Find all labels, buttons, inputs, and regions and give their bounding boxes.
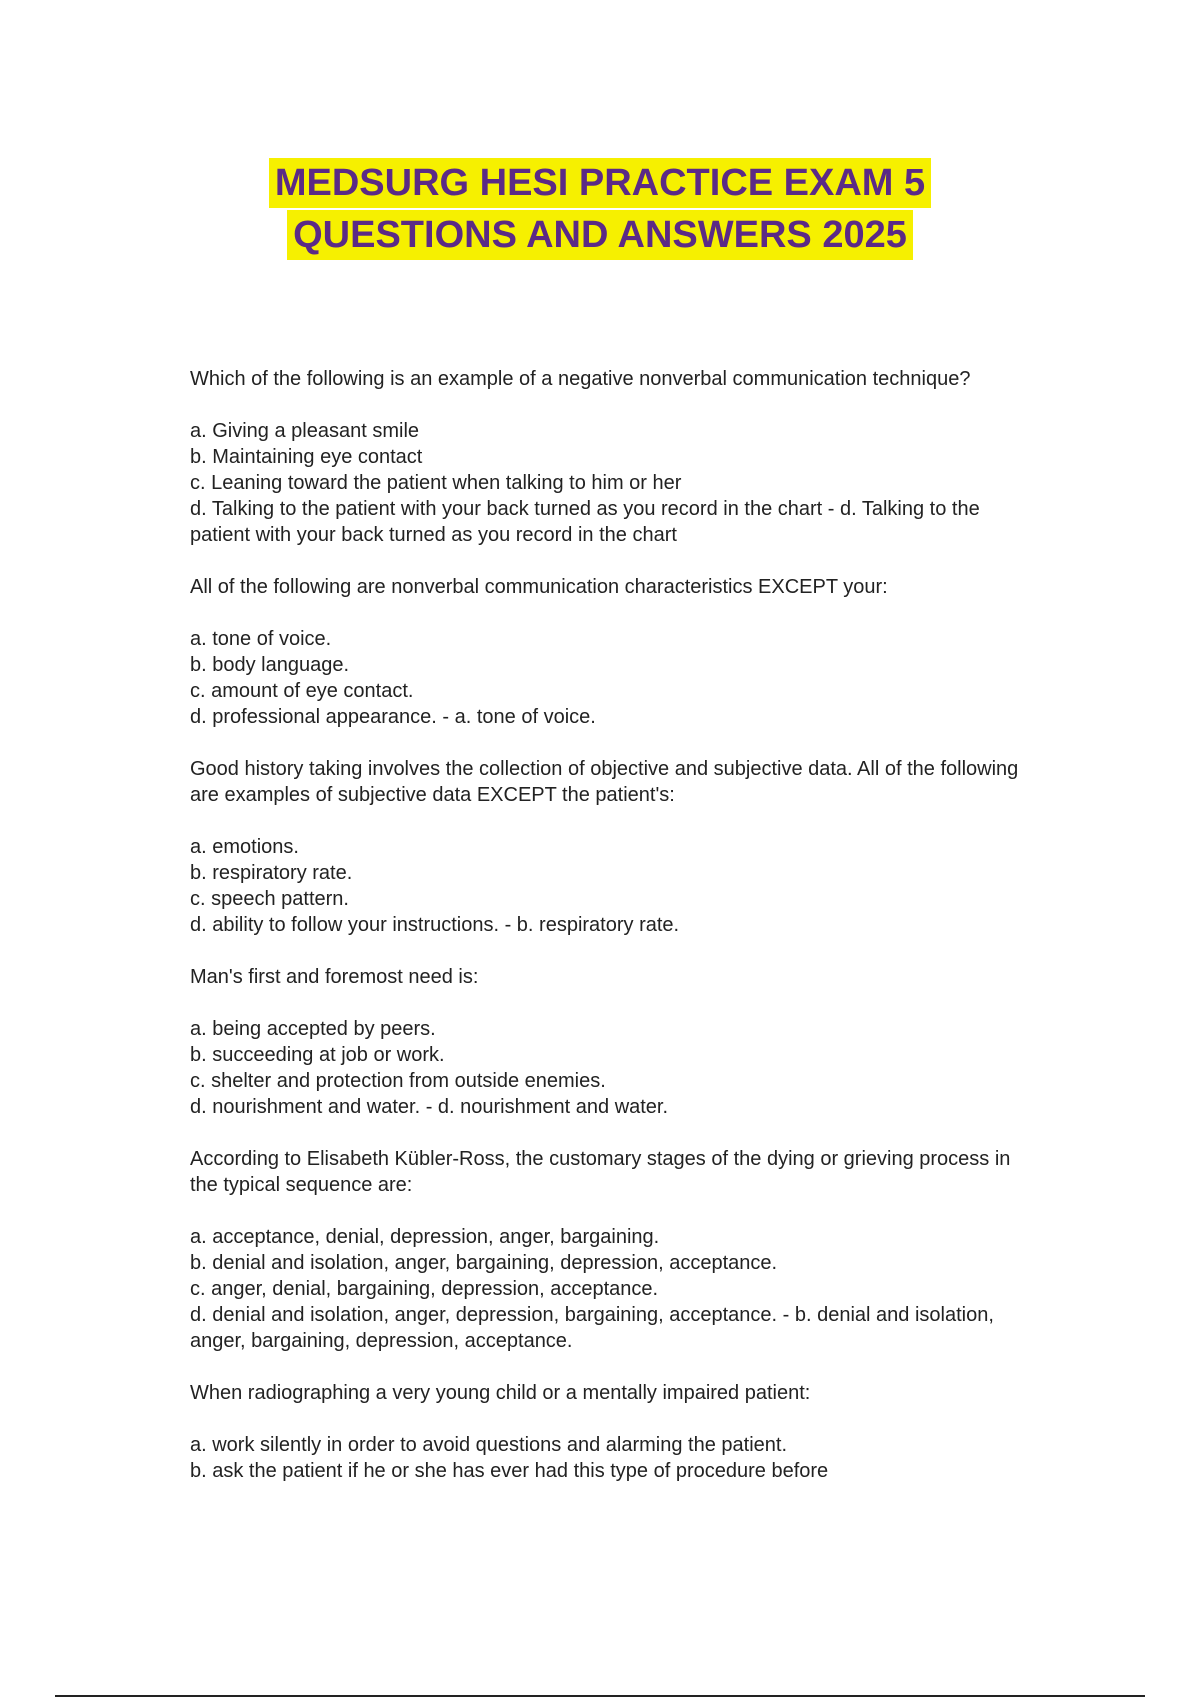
answer-option: c. amount of eye contact. [190, 680, 414, 702]
answer-option: b. body language. [190, 654, 350, 676]
answer-option: a. acceptance, denial, depression, anger, bargaining. [190, 1226, 660, 1248]
answer-option: a. being accepted by peers. [190, 1018, 436, 1040]
answer-option: a. tone of voice. [190, 628, 332, 650]
answer-option: c. anger, denial, bargaining, depression, acceptance. [190, 1278, 659, 1300]
page-bottom-divider [55, 1695, 1145, 1697]
question-text: When radiographing a very young child or a mentally impaired patient: [190, 1382, 811, 1404]
question-block [190, 366, 1040, 548]
answer-option: c. shelter and protection from outside enemies. [190, 1070, 606, 1092]
question-text: Which of the following is an example of a negative nonverbal communication technique? [190, 368, 971, 390]
answer-option: c. Leaning toward the patient when talking to him or her [190, 472, 682, 494]
question-block [190, 1380, 1040, 1484]
answer-option: b. respiratory rate. [190, 862, 353, 884]
answer-option: b. succeeding at job or work. [190, 1044, 445, 1066]
document-title [0, 158, 1200, 262]
title-line-1: MEDSURG HESI PRACTICE EXAM 5 [269, 158, 931, 208]
answer-option: c. speech pattern. [190, 888, 349, 910]
answer-option: d. Talking to the patient with your back turned as you record in the chart - d. Talking to the patient with your back turned as you record in the chart [190, 498, 980, 546]
question-text: Good history taking involves the collection of objective and subjective data. All of the following are examples of subjective data EXCEPT the patient's: [190, 758, 1019, 806]
answer-option: b. denial and isolation, anger, bargaining, depression, acceptance. [190, 1252, 778, 1274]
question-block [190, 964, 1040, 1120]
question-text: According to Elisabeth Kübler-Ross, the customary stages of the dying or grieving process in the typical sequence are: [190, 1148, 1011, 1196]
question-text: All of the following are nonverbal communication characteristics EXCEPT your: [190, 576, 888, 598]
answer-option: a. Giving a pleasant smile [190, 420, 420, 442]
question-block [190, 1146, 1040, 1354]
answer-option: b. Maintaining eye contact [190, 446, 423, 468]
answer-option: d. nourishment and water. - d. nourishment and water. [190, 1096, 669, 1118]
question-text: Man's first and foremost need is: [190, 966, 479, 988]
question-list [190, 366, 1040, 1510]
question-block [190, 756, 1040, 938]
answer-option: d. ability to follow your instructions. - b. respiratory rate. [190, 914, 680, 936]
answer-option: d. denial and isolation, anger, depression, bargaining, acceptance. - b. denial and isolation, anger, bargaining, depression, acceptance. [190, 1304, 994, 1352]
answer-option: b. ask the patient if he or she has ever had this type of procedure before [190, 1460, 829, 1482]
answer-option: a. work silently in order to avoid questions and alarming the patient. [190, 1434, 788, 1456]
title-line-2: QUESTIONS AND ANSWERS 2025 [287, 210, 913, 260]
answer-option: a. emotions. [190, 836, 299, 858]
question-block [190, 574, 1040, 730]
answer-option: d. professional appearance. - a. tone of voice. [190, 706, 596, 728]
